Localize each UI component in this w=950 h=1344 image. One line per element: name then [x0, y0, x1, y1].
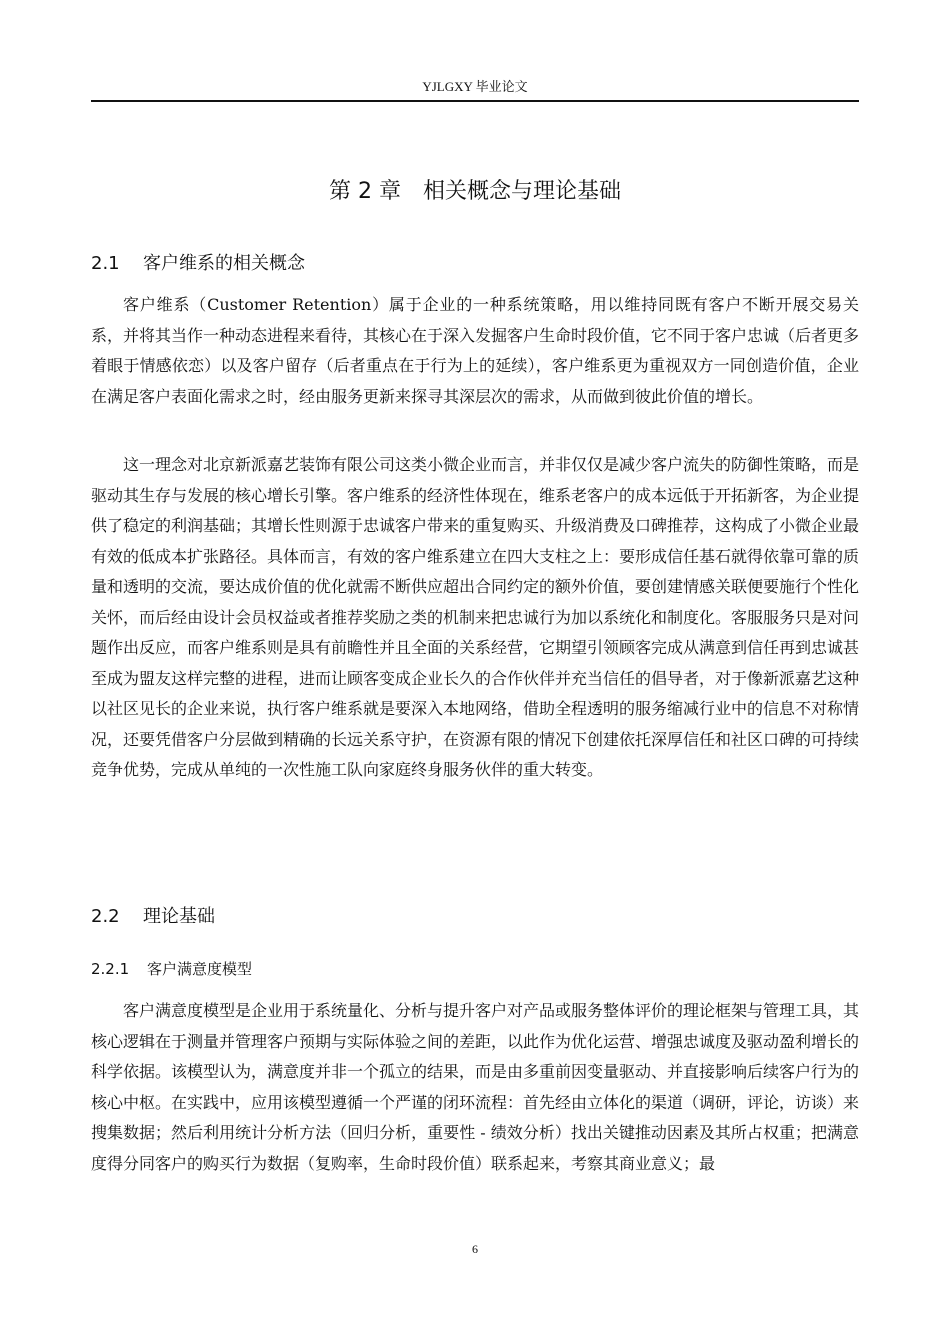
- body-paragraph: 客户维系（Customer Retention）属于企业的一种系统策略，用以维持同既有客户不断开展交易关系，并将其当作一种动态进程来看待，其核心在于深入发掘客户生命时段价值，它不同于客户忠诚（后者更多着眼于情感依恋）以及客户留存（后者重点在于行为上的延续），客户维系更为重视双方一同创造价值，企业在满足客户表面化需求之时，经由服务更新来探寻其深层次的需求，从而做到彼此价值的增长。: [91, 295, 860, 406]
- section-heading-2-1: [91, 250, 305, 278]
- body-paragraph: 客户满意度模型是企业用于系统量化、分析与提升客户对产品或服务整体评价的理论框架与管理工具，其核心逻辑在于测量并管理客户预期与实际体验之间的差距，以此作为优化运营、增强忠诚度及驱动盈利增长的科学依据。该模型认为，满意度并非一个孤立的结果，而是由多重前因变量驱动、并直接影响后续客户行为的核心中枢。在实践中，应用该模型遵循一个严谨的闭环流程：首先经由立体化的渠道（调研，评论，访谈）来搜集数据；然后利用统计分析方法（回归分析，重要性 - 绩效分析）找出关键推动因素及其所占权重；把满意度得分同客户的购买行为数据（复购率，生命时段价值）联系起来，考察其商业意义；最: [91, 1001, 860, 1173]
- section-title: 客户维系的相关概念: [143, 253, 305, 274]
- section-number: 2.1: [91, 253, 120, 274]
- subsection-number: 2.2.1: [91, 960, 130, 978]
- subsection-heading-2-2-1: [91, 957, 252, 981]
- body-paragraph: 这一理念对北京新派嘉艺装饰有限公司这类小微企业而言，并非仅仅是减少客户流失的防御性策略，而是驱动其生存与发展的核心增长引擎。客户维系的经济性体现在，维系老客户的成本远低于开拓新客，为企业提供了稳定的利润基础；其增长性则源于忠诚客户带来的重复购买、升级消费及口碑推荐，这构成了小微企业最有效的低成本扩张路径。具体而言，有效的客户维系建立在四大支柱之上：要形成信任基石就得依靠可靠的质量和透明的交流，要达成价值的优化就需不断供应超出合同约定的额外价值，要创建情感关联便要施行个性化关怀，而后经由设计会员权益或者推荐奖励之类的机制来把忠诚行为加以系统化和制度化。客服服务只是对问题作出反应，而客户维系则是具有前瞻性并且全面的关系经营，它期望引领顾客完成从满意到信任再到忠诚甚至成为盟友这样完整的进程，进而让顾客变成企业长久的合作伙伴并充当信任的倡导者，对于像新派嘉艺这种以社区见长的企业来说，执行客户维系就是要深入本地网络，借助全程透明的服务缩减行业中的信息不对称情况，还要凭借客户分层做到精确的长远关系守护，在资源有限的情况下创建依托深厚信任和社区口碑的可持续竞争优势，完成从单纯的一次性施工队向家庭终身服务伙伴的重大转变。: [91, 455, 860, 779]
- header-text: YJLGXY 毕业论文: [422, 79, 528, 94]
- subsection-title: 客户满意度模型: [147, 960, 253, 978]
- running-header: [91, 76, 859, 102]
- section-title: 理论基础: [143, 906, 215, 927]
- section-number: 2.2: [91, 906, 120, 927]
- chapter-title: 第 2 章 相关概念与理论基础: [329, 179, 621, 204]
- page-number: 6: [472, 1242, 478, 1256]
- section-heading-2-2: [91, 903, 215, 931]
